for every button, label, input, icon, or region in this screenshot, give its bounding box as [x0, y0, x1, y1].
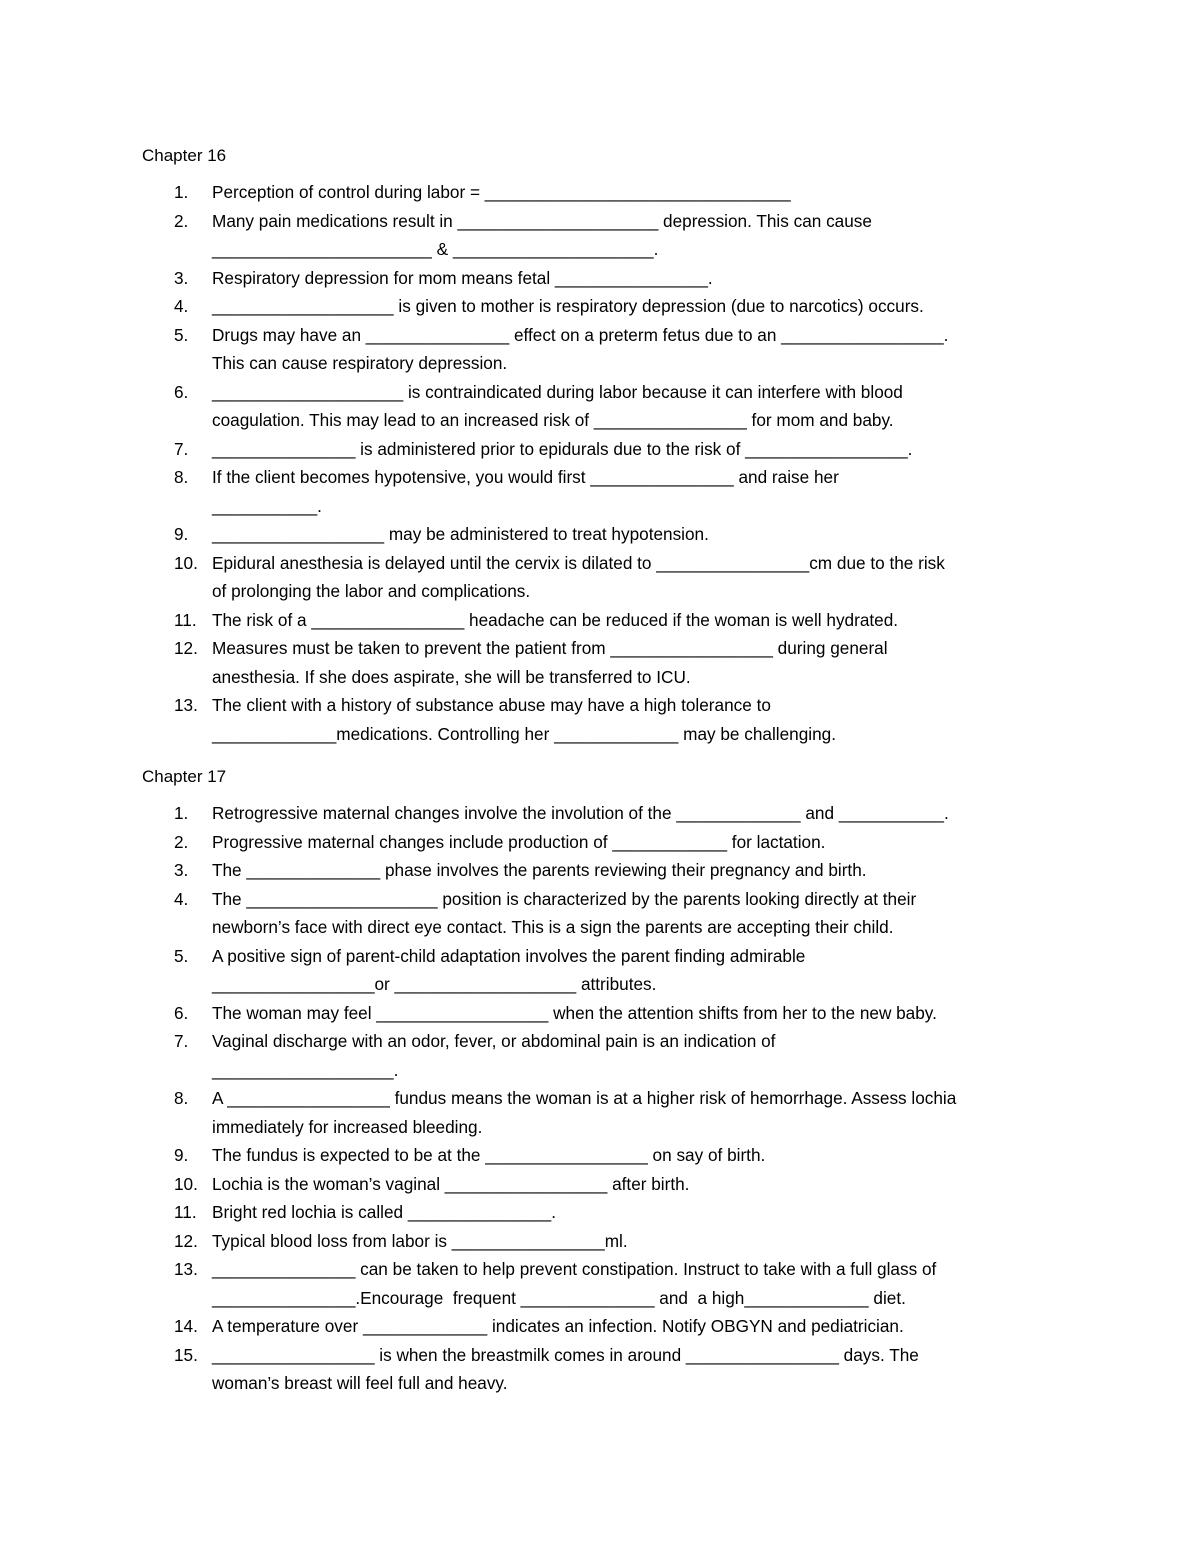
question-item: [142, 1141, 1062, 1170]
question-text: Many pain medications result in _____________________ depression. This can cause _______________________ & _____________________.: [212, 210, 872, 259]
question-number: 4.: [174, 296, 189, 316]
question-text: Retrogressive maternal changes involve the involution of the _____________ and ___________.: [212, 803, 949, 823]
question-number: 7.: [174, 438, 189, 459]
question-item: [142, 1312, 1062, 1341]
question-number: 11.: [174, 1202, 197, 1222]
question-item: [142, 1198, 1062, 1227]
question-number: 8.: [174, 467, 189, 487]
question-text: The ______________ phase involves the parents reviewing their pregnancy and birth.: [212, 860, 867, 880]
question-number: 14.: [174, 1316, 198, 1336]
question-text: __________________ may be administered to treat hypotension.: [212, 524, 709, 544]
question-item: [142, 520, 1062, 549]
question-text: Drugs may have an _______________ effect on a preterm fetus due to an _________________. This can cause respiratory depression.: [212, 324, 949, 373]
question-item: [142, 378, 1062, 435]
question-item: [142, 549, 1062, 606]
question-number: 6.: [174, 381, 189, 402]
question-text: A _________________ fundus means the woman is at a higher risk of hemorrhage. Assess lochia immediately for increased bleeding.: [212, 1088, 957, 1137]
question-number: 1.: [174, 803, 189, 823]
question-item: [142, 1027, 1062, 1084]
question-number: 6.: [174, 1002, 189, 1023]
question-list: [142, 799, 1062, 1398]
question-text: The fundus is expected to be at the _________________ on say of birth.: [212, 1145, 766, 1165]
question-item: [142, 999, 1062, 1028]
question-item: [142, 606, 1062, 635]
chapter-heading: Chapter 17: [142, 767, 227, 786]
question-item: [142, 856, 1062, 885]
question-item: [142, 634, 1062, 691]
question-text: If the client becomes hypotensive, you would first _______________ and raise her ___________.: [212, 467, 839, 516]
question-number: 1.: [174, 182, 189, 202]
chapter-section: [142, 143, 1062, 748]
question-item: [142, 1341, 1062, 1398]
question-number: 15.: [174, 1344, 198, 1365]
question-item: [142, 828, 1062, 857]
question-text: The risk of a ________________ headache can be reduced if the woman is well hydrated.: [212, 609, 899, 630]
question-text: Perception of control during labor = ________________________________: [212, 182, 791, 202]
question-text: The client with a history of substance abuse may have a high tolerance to _____________medications. Controlling her _____________ may be challenging.: [212, 695, 836, 744]
question-number: 5.: [174, 945, 189, 966]
question-text: Lochia is the woman’s vaginal _________________ after birth.: [212, 1173, 690, 1194]
question-item: [142, 1170, 1062, 1199]
question-item: [142, 435, 1062, 464]
question-text: _______________ is administered prior to epidurals due to the risk of _________________.: [212, 438, 913, 459]
question-number: 5.: [174, 324, 189, 345]
question-number: 12.: [174, 1230, 198, 1251]
question-text: _________________ is when the breastmilk comes in around ________________ days. The woman’s breast will feel full and heavy.: [212, 1344, 919, 1393]
question-number: 13.: [174, 1259, 198, 1279]
question-item: [142, 799, 1062, 828]
question-number: 9.: [174, 1145, 189, 1165]
question-text: Bright red lochia is called _______________.: [212, 1202, 557, 1222]
question-text: Measures must be taken to prevent the patient from _________________ during general anesthesia. If she does aspirate, she will be transferred to ICU.: [212, 638, 888, 687]
question-text: Typical blood loss from labor is ________________ml.: [212, 1230, 628, 1251]
question-text: ___________________ is given to mother is respiratory depression (due to narcotics) occurs.: [212, 296, 924, 316]
question-item: [142, 178, 1062, 207]
chapter-heading: Chapter 16: [142, 146, 227, 165]
question-item: [142, 1227, 1062, 1256]
question-number: 12.: [174, 638, 198, 658]
question-text: A temperature over _____________ indicates an infection. Notify OBGYN and pediatrician.: [212, 1316, 904, 1336]
question-text: The woman may feel __________________ when the attention shifts from her to the new baby.: [212, 1002, 937, 1023]
question-text: The ____________________ position is characterized by the parents looking directly at their newborn’s face with direct eye contact. This is a sign the parents are accepting their child.: [212, 888, 917, 937]
question-number: 8.: [174, 1088, 189, 1108]
question-number: 2.: [174, 210, 189, 231]
question-item: [142, 292, 1062, 321]
question-item: [142, 942, 1062, 999]
question-text: ____________________ is contraindicated during labor because it can interfere with blood coagulation. This may lead to an increased risk of ________________ for mom and baby.: [212, 381, 903, 430]
question-number: 13.: [174, 695, 198, 715]
question-item: [142, 1084, 1062, 1141]
question-number: 10.: [174, 1173, 198, 1194]
question-text: Epidural anesthesia is delayed until the cervix is dilated to ________________cm due to the risk of prolonging the labor and complications.: [212, 552, 945, 601]
chapters-container: [142, 143, 1062, 1398]
worksheet-page: [142, 143, 1062, 1398]
question-item: [142, 463, 1062, 520]
question-item: [142, 207, 1062, 264]
question-number: 4.: [174, 888, 189, 909]
question-number: 11.: [174, 609, 197, 630]
question-list: [142, 178, 1062, 748]
question-text: _______________ can be taken to help prevent constipation. Instruct to take with a full glass of _______________.Encourage frequent ______________ and a high_____________ diet.: [212, 1259, 937, 1308]
question-number: 3.: [174, 267, 189, 288]
question-number: 10.: [174, 552, 198, 573]
question-item: [142, 885, 1062, 942]
question-number: 2.: [174, 831, 189, 852]
question-item: [142, 264, 1062, 293]
question-text: Vaginal discharge with an odor, fever, or abdominal pain is an indication of ___________________.: [212, 1031, 776, 1080]
question-item: [142, 691, 1062, 748]
question-text: A positive sign of parent-child adaptation involves the parent finding admirable _________________or ___________________ attributes.: [212, 945, 806, 994]
chapter-section: [142, 764, 1062, 1398]
question-text: Respiratory depression for mom means fetal ________________.: [212, 267, 713, 288]
question-number: 7.: [174, 1031, 189, 1051]
question-item: [142, 1255, 1062, 1312]
question-number: 3.: [174, 860, 189, 880]
question-text: Progressive maternal changes include production of ____________ for lactation.: [212, 831, 826, 852]
question-number: 9.: [174, 524, 189, 544]
question-item: [142, 321, 1062, 378]
